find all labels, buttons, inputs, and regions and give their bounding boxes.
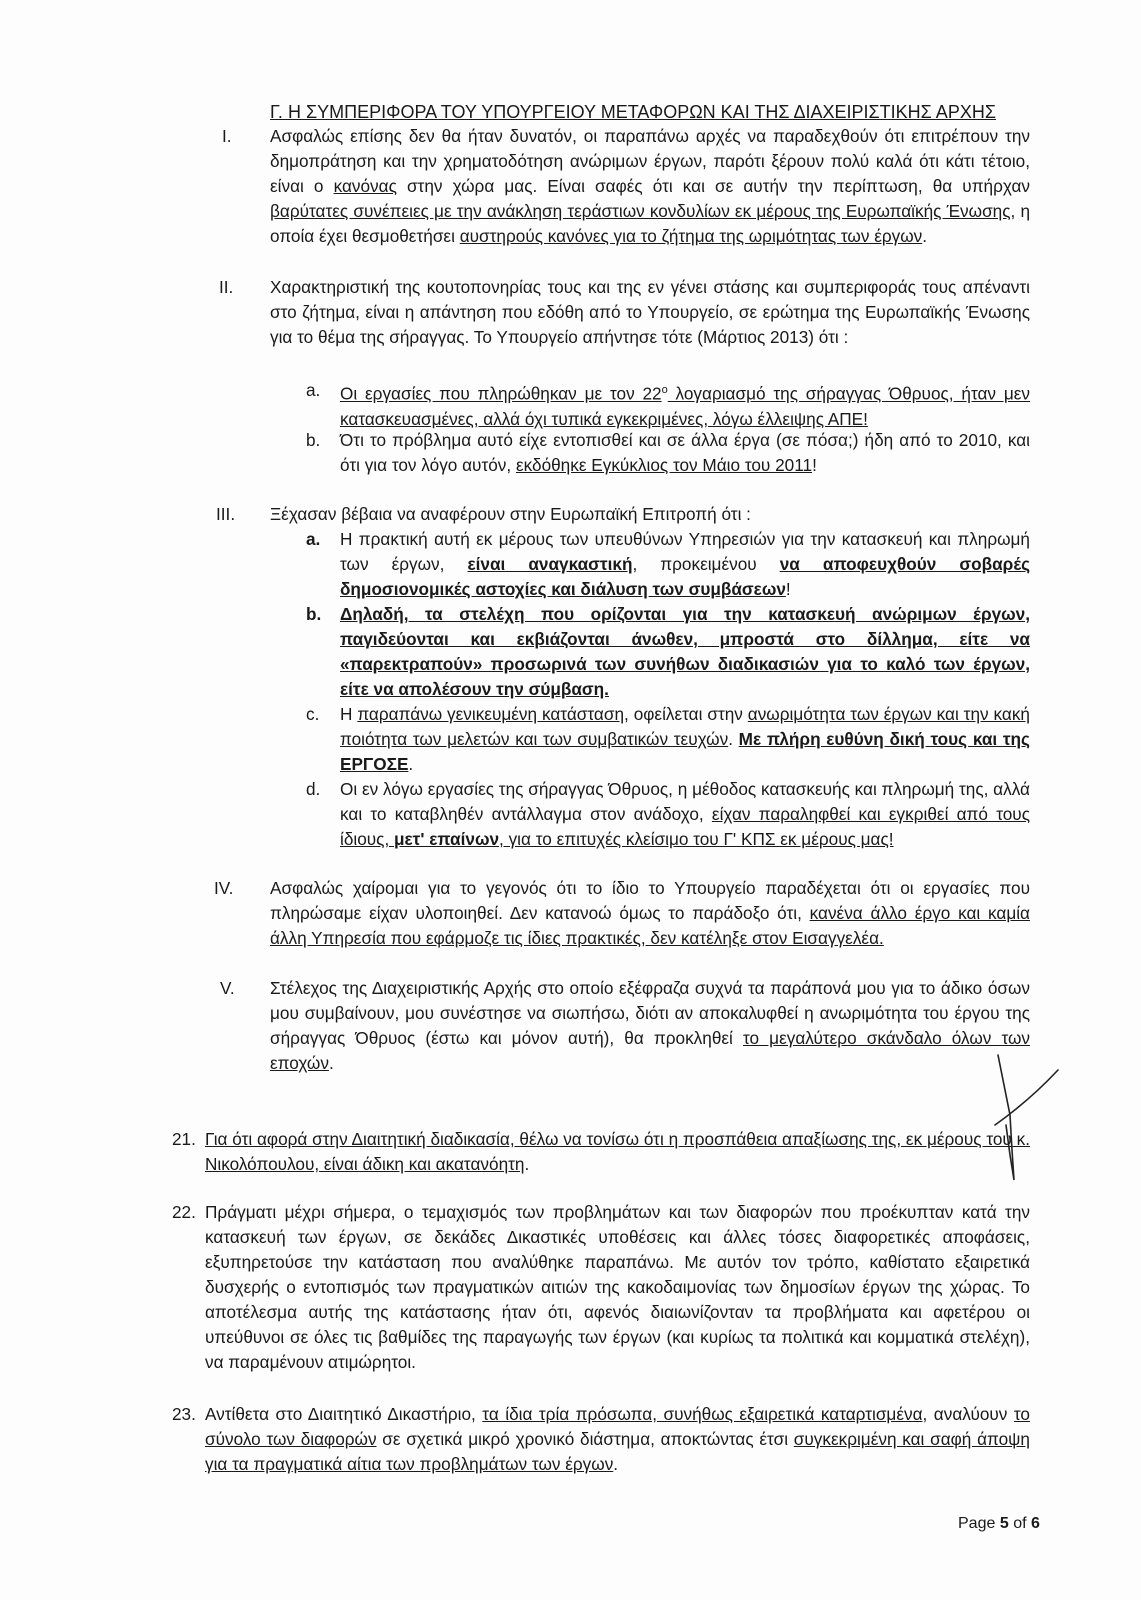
text: Αντίθετα στο Διαιτητικό Δικαστήριο,	[205, 1404, 483, 1424]
text: .	[922, 226, 928, 246]
paragraph-v	[270, 976, 1030, 1076]
underlined-text: αυστηρούς κανόνες για το ζήτημα της ωριμότητας των έργων	[459, 226, 923, 246]
text: .	[613, 1454, 619, 1474]
underlined-text: Για ότι αφορά στην Διαιτητική διαδικασία, θέλω να τονίσω ότι η προσπάθεια απαξίωσης της, εκ μέρους του κ. Νικολόπουλου, είναι άδικη και ακατανόητη	[205, 1129, 1030, 1174]
text: !	[812, 455, 817, 475]
text: Οι εν λόγω εργασίες της σήραγγας Όθρυος, η μέθοδος κατασκευής και πληρωμή της, αλλά και το καταβληθέν αντάλλαγμα στον ανάδοχο,	[340, 779, 1030, 824]
sub-label-ii-a: a.	[306, 380, 321, 400]
page-word: Page	[958, 1515, 996, 1532]
underlined-text: τα ίδια τρία πρόσωπα, συνήθως εξαιρετικά καταρτισμένα	[482, 1404, 923, 1424]
underlined-text: ανωριμότητα των έργων και την κακή ποιότητα των μελετών και των συμβατικών τευχών	[340, 704, 1030, 749]
sub-label-iii-a: a.	[306, 529, 321, 549]
page-number	[958, 1514, 1040, 1534]
text: , αναλύουν	[922, 1404, 1014, 1424]
text: Η	[340, 704, 358, 724]
underlined-text: λογαριασμό της σήραγγας Όθρυος, ήταν μεν κατασκευασμένες, αλλά όχι τυπικά εγκεκριμένες, λόγω έλλειψης ΑΠΕ!	[340, 383, 1030, 429]
bold-underlined-text: είναι αναγκαστική	[467, 554, 633, 574]
bold-underlined-text: Δηλαδή, τα στελέχη που ορίζονται για την κατασκευή ανώριμων έργων, παγιδεύονται και εκβιάζονται άνωθεν, μπροστά στο δίλλημα, είτε να «παρεκτραπούν» προσωρινά των συνήθων διαδικασιών για το καλό των έργων, είτε να απολέσουν την σύμβαση.	[340, 604, 1030, 699]
text: Ότι το πρόβλημα αυτό είχε εντοπισθεί και σε άλλα έργα (σε πόσα;) ήδη από το 2010, και ότι για τον λόγο αυτόν,	[340, 430, 1030, 475]
underlined-text: κανένα άλλο έργο και καμία άλλη Υπηρεσία που εφάρμοζε τις ίδιες πρακτικές, δεν κατέληξε στον Εισαγγελέα.	[270, 903, 1030, 948]
text: , οφείλεται στην	[624, 704, 748, 724]
item-label-21: 21.	[172, 1129, 196, 1149]
text: στην χώρα μας. Είναι σαφές ότι και σε αυτήν την περίπτωση, θα υπήρχαν	[396, 176, 1030, 196]
text: , προκειμένου	[632, 554, 780, 574]
paragraph-iii-a	[340, 527, 1030, 602]
paragraph-ii-a	[340, 378, 1030, 432]
paragraph-23	[205, 1402, 1030, 1477]
roman-label-v: V.	[220, 978, 235, 998]
underlined-text: εκδόθηκε Εγκύκλιος τον Μάιο του 2011	[515, 455, 813, 475]
underlined-text: το μεγαλύτερο σκάνδαλο όλων των εποχών	[270, 1028, 1031, 1073]
section-title: Γ. Η ΣΥΜΠΕΡΙΦΟΡΑ ΤΟΥ ΥΠΟΥΡΓΕΙΟΥ ΜΕΤΑΦΟΡΩΝ ΚΑΙ ΤΗΣ ΔΙΑΧΕΙΡΙΣΤΙΚΗΣ ΑΡΧΗΣ	[270, 102, 996, 122]
paragraph-ii: Χαρακτηριστική της κουτοπονηρίας τους και της εν γένει στάσης και συμπεριφοράς τους απέναντι στο ζήτημα, είναι η απάντηση που εδόθη από το Υπουργείο, σε ερώτημα της Ευρωπαϊκής Ένωσης για το θέμα της σήραγγας. Το Υπουργείο απήντησε τότε (Μάρτιος 2013) ότι :	[270, 277, 1030, 347]
underlined-text: , για το επιτυχές κλείσιμο του Γ' ΚΠΣ εκ μέρους μας!	[499, 829, 894, 849]
underlined-text: συγκεκριμένη και σαφή άποψη για τα πραγματικά αίτια των προβλημάτων των έργων	[205, 1429, 1030, 1474]
paragraph-iii: Ξέχασαν βέβαια να αναφέρουν στην Ευρωπαϊκή Επιτροπή ότι :	[270, 504, 751, 524]
item-label-22: 22.	[172, 1202, 196, 1222]
text: , η οποία έχει θεσμοθετήσει	[270, 201, 1031, 246]
text: Η πρακτική αυτή εκ μέρους των υπευθύνων Υπηρεσιών για την κατασκευή και πληρωμή των έργων,	[340, 529, 1030, 574]
text: σε σχετικά μικρό χρονικό διάστημα, αποκτώντας έτσι	[376, 1429, 794, 1449]
item-label-23: 23.	[172, 1404, 196, 1424]
paragraph-ii-b	[340, 428, 1030, 478]
paragraph-21	[205, 1127, 1030, 1177]
bold-underlined-text: μετ' επαίνων	[394, 829, 500, 849]
text: .	[524, 1154, 530, 1174]
paragraph-iv	[270, 876, 1030, 951]
underlined-text: είχαν παραληφθεί και εγκριθεί από τους ίδιους,	[340, 804, 1030, 849]
paragraph-iii-b	[340, 602, 1030, 702]
superscript: ο	[661, 384, 668, 396]
total-pages: 6	[1030, 1515, 1040, 1532]
text: !	[785, 579, 791, 599]
sub-label-iii-c: c.	[306, 704, 320, 724]
bold-underlined-text: να αποφευχθούν σοβαρές δημοσιονομικές αστοχίες και διάλυση των συμβάσεων	[340, 554, 1031, 599]
underlined-text: παραπάνω γενικευμένη κατάσταση	[357, 704, 625, 724]
sub-label-iii-d: d.	[306, 779, 321, 799]
text: Ασφαλώς χαίρομαι για το γεγονός ότι το ίδιο το Υπουργείο παραδέχεται ότι οι εργασίες που πληρώσαμε είχαν υλοποιηθεί. Δεν κατανοώ όμως το παράδοξο ότι,	[270, 878, 1030, 923]
current-page: 5	[999, 1515, 1009, 1532]
text: .	[328, 1053, 334, 1073]
underlined-text: το σύνολο των διαφορών	[205, 1404, 1030, 1449]
roman-label-iii: III.	[216, 504, 236, 524]
text: Στέλεχος της Διαχειριστικής Αρχής στο οποίο εξέφραζα συχνά τα παράπονά μου για το άδικο όσων μου συμβαίνουν, μου συνέστησε να σιωπήσω, διότι αν αποκαλυφθεί η ανωριμότητα του έργου της σήραγγας Όθρυος (έστω και μόνον αυτή), θα προκληθεί	[270, 978, 1030, 1048]
underlined-text: Οι εργασίες που πληρώθηκαν με τον 22	[340, 383, 662, 404]
roman-label-ii: II.	[219, 277, 234, 297]
paragraph-22: Πράγματι μέχρι σήμερα, ο τεμαχισμός των προβλημάτων και των διαφορών που προέκυπταν κατά την κατασκευή των έργων, σε δεκάδες Δικαστικές υποθέσεις και άλλες τόσες διαφορετικές αποφάσεις, εξυπηρετούσε την κατάσταση που αναλύθηκε παραπάνω. Με αυτόν τον τρόπο, καθίστατο εξαιρετικά δυσχερής ο εντοπισμός των πραγματικών αιτιών της κακοδαιμονίας των δημοσίων έργων της χώρας. Το αποτέλεσμα αυτής της κατάστασης ήταν ότι, αφενός διαιωνίζονταν τα προβλήματα και αφετέρου οι υπεύθυνοι σε όλες τις βαθμίδες της παραγωγής των έργων (και κυρίως τα πολιτικά και κομματικά στελέχη), να παραμένουν ατιμώρητοι.	[205, 1202, 1030, 1372]
underlined-text: βαρύτατες συνέπειες με την ανάκληση τεράστιων κονδυλίων εκ μέρους της Ευρωπαϊκής Ένωσης	[270, 201, 1011, 221]
paragraph-i	[270, 124, 1030, 249]
signature-icon	[990, 1030, 1080, 1230]
text: Ασφαλώς επίσης δεν θα ήταν δυνατόν, οι παραπάνω αρχές να παραδεχθούν ότι επιτρέπουν την δημοπράτηση και την χρηματοδότηση ανώριμων έργων, παρότι ξέρουν πολύ καλά ότι κάτι τέτοιο, είναι ο	[270, 126, 1030, 196]
paragraph-iii-c	[340, 702, 1030, 777]
sub-label-iii-b: b.	[306, 604, 322, 624]
text: .	[728, 729, 739, 749]
of-word: of	[1013, 1515, 1027, 1532]
bold-underlined-text: Με πλήρη ευθύνη δική τους και της ΕΡΓΟΣΕ	[340, 729, 1030, 774]
roman-label-i: I.	[222, 126, 232, 146]
text: .	[408, 754, 414, 774]
underlined-text: κανόνας	[333, 176, 397, 196]
paragraph-iii-d	[340, 777, 1030, 852]
sub-label-ii-b: b.	[306, 430, 321, 450]
roman-label-iv: IV.	[214, 878, 234, 898]
